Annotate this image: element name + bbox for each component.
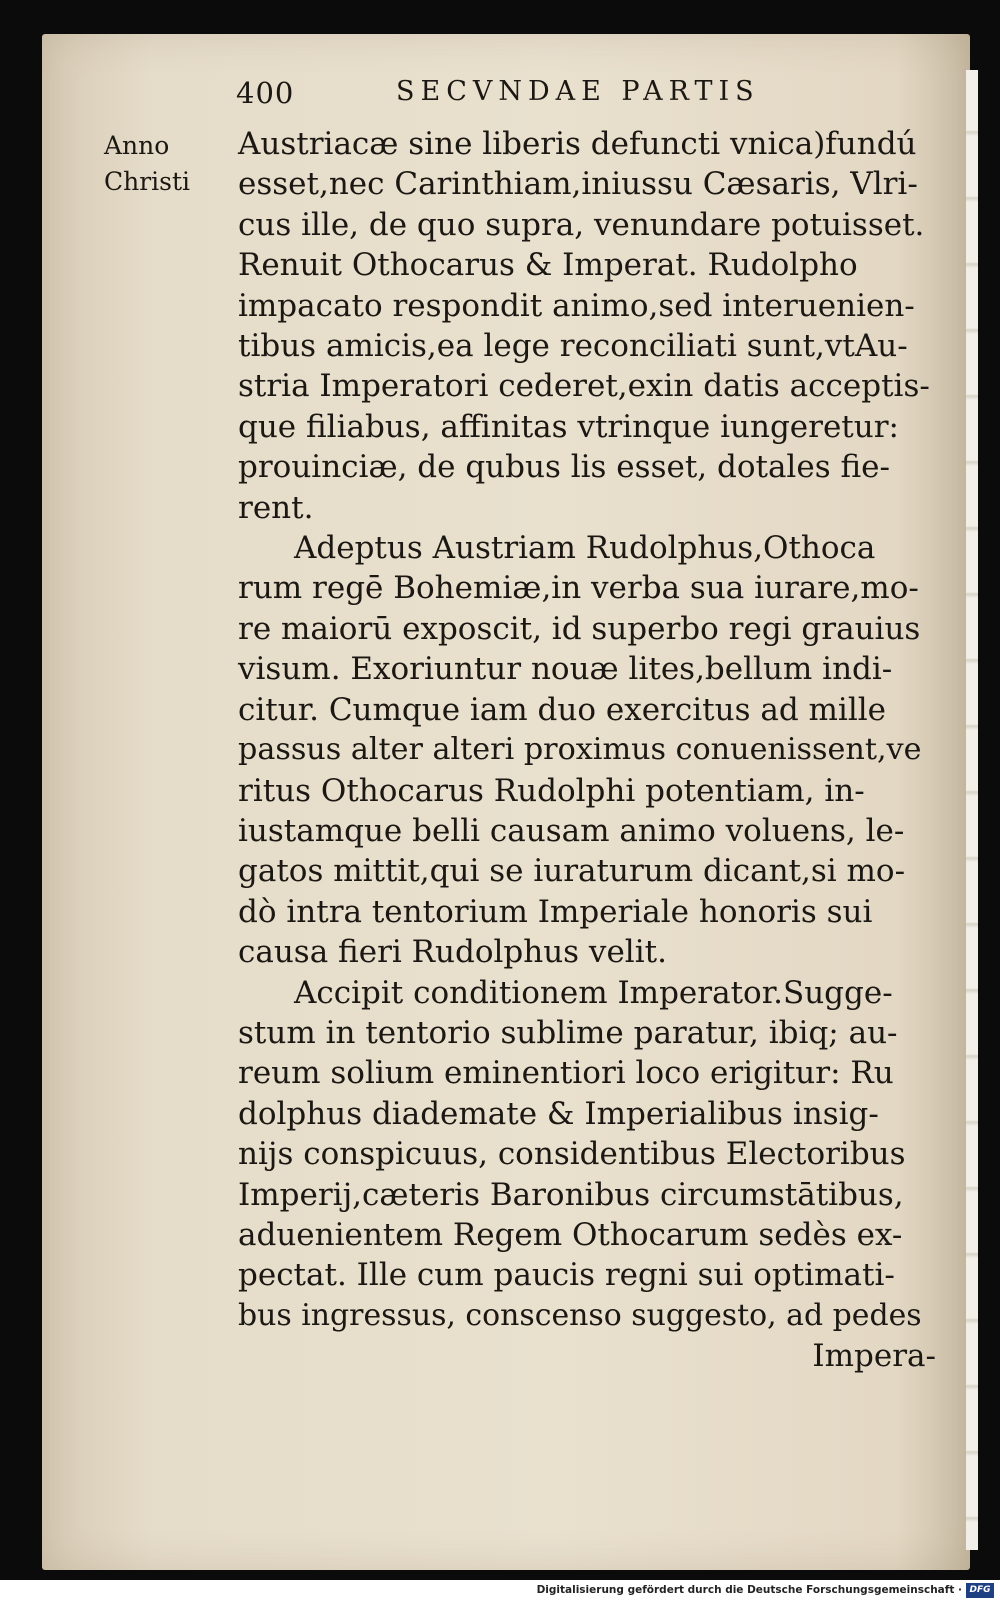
text-line: stria Imperatori cederet,exin datis acceptis-	[238, 368, 930, 405]
text-line: re maiorū exposcit, id superbo regi grauius	[238, 610, 921, 647]
catchword: Impera-	[812, 1338, 936, 1375]
text-line: tibus amicis,ea lege reconciliati sunt,vtAu-	[238, 328, 908, 365]
text-line: passus alter alteri proximus conuenissent,ve	[238, 732, 922, 768]
margin-note-line: Anno	[104, 131, 170, 160]
running-head: SECVNDAE PARTIS	[396, 76, 760, 107]
text-line: causa fieri Rudolphus velit.	[238, 934, 667, 971]
paragraph-start-line: Adeptus Austriam Rudolphus,Othoca	[294, 530, 876, 567]
text-line: esset,nec Carinthiam,iniussu Cæsaris, Vlri-	[238, 166, 918, 203]
body-text	[238, 124, 936, 1377]
page-header	[236, 76, 956, 116]
funding-credit: Digitalisierung gefördert durch die Deutsche Forschungsgemeinschaft ·	[536, 1584, 962, 1596]
text-line: pectat. Ille cum paucis regni sui optimati-	[238, 1257, 895, 1294]
text-line: cus ille, de quo supra, venundare potuisset.	[238, 206, 925, 243]
text-line: nijs conspicuus, considentibus Electoribus	[238, 1136, 906, 1173]
digitization-footer	[0, 1580, 1000, 1603]
text-line: rent.	[238, 489, 314, 526]
text-line: gatos mittit,qui se iuraturum dicant,si mo-	[238, 853, 906, 890]
page-number: 400	[236, 76, 295, 110]
dfg-logo: DFG	[966, 1583, 994, 1598]
page-edge	[966, 70, 978, 1550]
text-line: Austriacæ sine liberis defuncti vnica)fundú	[238, 126, 917, 162]
text-line: Renuit Othocarus & Imperat. Rudolpho	[238, 247, 858, 284]
margin-note	[104, 128, 214, 200]
text-line: impacato respondit animo,sed interuenien-	[238, 287, 915, 324]
text-line: reum solium eminentiori loco erigitur: Ru	[238, 1055, 894, 1092]
margin-note-line: Christi	[104, 167, 191, 196]
text-line: que filiabus, affinitas vtrinque iungeretur:	[238, 408, 899, 445]
text-line: citur. Cumque iam duo exercitus ad mille	[238, 691, 887, 728]
text-line: aduenientem Regem Othocarum sedès ex-	[238, 1216, 903, 1253]
text-line: visum. Exoriuntur nouæ lites,bellum indi-	[238, 651, 893, 688]
paragraph-start-line: Accipit conditionem Imperator.Sugge-	[294, 974, 893, 1011]
text-line: stum in tentorio sublime paratur, ibiq; au-	[238, 1014, 898, 1051]
text-line: dolphus diademate & Imperialibus insig-	[238, 1095, 879, 1132]
text-line: dò intra tentorium Imperiale honoris sui	[238, 893, 873, 930]
text-line: ritus Othocarus Rudolphi potentiam, in-	[238, 772, 865, 809]
text-line: rum regē Bohemiæ,in verba sua iurare,mo-	[238, 570, 919, 607]
text-line: iustamque belli causam animo voluens, le-	[238, 812, 905, 849]
text-line: bus ingressus, conscenso suggesto, ad pedes	[238, 1297, 922, 1333]
text-line: prouinciæ, de qubus lis esset, dotales fie-	[238, 449, 890, 486]
text-line: Imperij,cæteris Baronibus circumstātibus,	[238, 1176, 904, 1213]
